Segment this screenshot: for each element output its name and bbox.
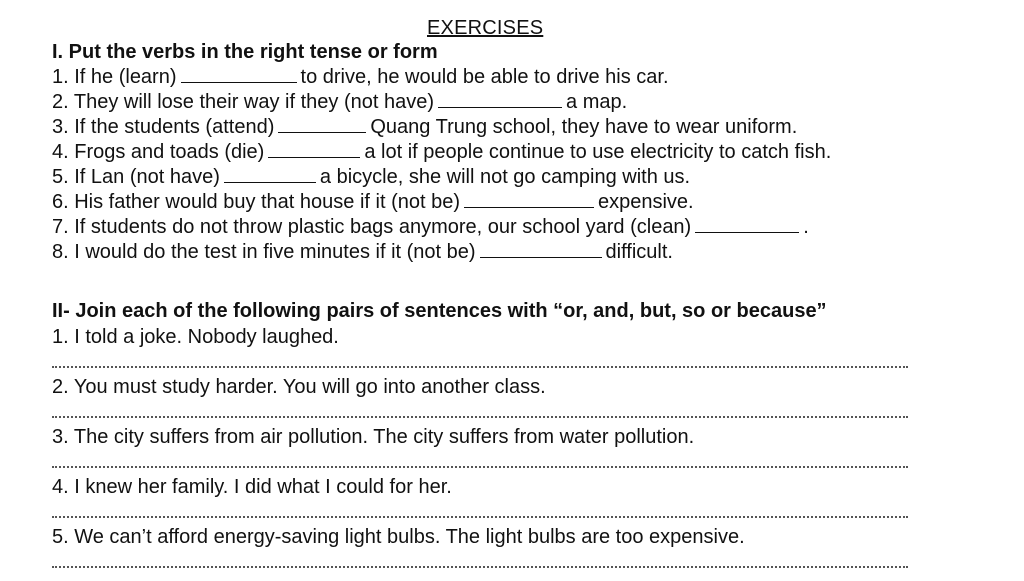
exercise-1-item-4 — [52, 141, 831, 164]
exercise-1-item-5 — [52, 166, 690, 189]
exercise-1-item-8 — [52, 241, 673, 264]
item-text-after: a map. — [566, 91, 628, 113]
item-text-after: expensive. — [598, 191, 694, 213]
exercise-2-item-3: 3. The city suffers from air pollution. The city suffers from water pollution. — [52, 426, 695, 448]
exercise-1-item-6 — [52, 191, 694, 214]
exercise-2-item-5: 5. We can’t afford energy-saving light bulbs. The light bulbs are too expensive. — [52, 526, 745, 548]
exercise-1-item-3 — [52, 116, 797, 139]
item-text-after: a bicycle, she will not go camping with us. — [319, 166, 691, 188]
answer-blank — [224, 168, 316, 183]
item-text-after: a lot if people continue to use electricity to catch fish. — [364, 141, 832, 163]
answer-dotted-line — [52, 416, 908, 418]
exercise-1-item-2 — [52, 91, 627, 114]
answer-dotted-line — [52, 366, 908, 368]
item-text-before: 5. If Lan (not have) — [52, 166, 220, 188]
answer-dotted-line — [52, 466, 908, 468]
item-text-after: to drive, he would be able to drive his car. — [300, 66, 669, 88]
answer-blank — [268, 143, 360, 158]
item-text-before: 4. Frogs and toads (die) — [52, 141, 265, 163]
item-text-before: 8. I would do the test in five minutes if it (not be) — [52, 241, 476, 263]
item-text-before: 3. If the students (attend) — [52, 116, 275, 138]
item-text-after: difficult. — [605, 241, 673, 263]
answer-blank — [464, 193, 594, 208]
exercise-2-item-1: 1. I told a joke. Nobody laughed. — [52, 326, 339, 348]
exercise-1-item-7 — [52, 216, 809, 239]
item-text-before: 1. If he (learn) — [52, 66, 177, 88]
answer-dotted-line — [52, 566, 908, 568]
answer-blank — [278, 118, 366, 133]
section-1-heading: I. Put the verbs in the right tense or form — [52, 41, 438, 63]
item-text-before: 6. His father would buy that house if it (not be) — [52, 191, 460, 213]
item-text-before: 7. If students do not throw plastic bags anymore, our school yard (clean) — [52, 216, 692, 238]
exercise-2-item-4: 4. I knew her family. I did what I could for her. — [52, 476, 452, 498]
answer-blank — [438, 93, 562, 108]
answer-dotted-line — [52, 516, 908, 518]
exercise-2-item-2: 2. You must study harder. You will go into another class. — [52, 376, 546, 398]
answer-blank — [480, 243, 602, 258]
exercise-1-item-1 — [52, 66, 669, 89]
answer-blank — [695, 218, 799, 233]
item-text-after: Quang Trung school, they have to wear uniform. — [370, 116, 798, 138]
page-title: EXERCISES — [427, 17, 544, 39]
answer-blank — [181, 68, 297, 83]
section-2-heading: II- Join each of the following pairs of sentences with “or, and, but, so or because” — [52, 300, 827, 322]
item-text-before: 2. They will lose their way if they (not have) — [52, 91, 435, 113]
item-text-after: . — [803, 216, 809, 238]
